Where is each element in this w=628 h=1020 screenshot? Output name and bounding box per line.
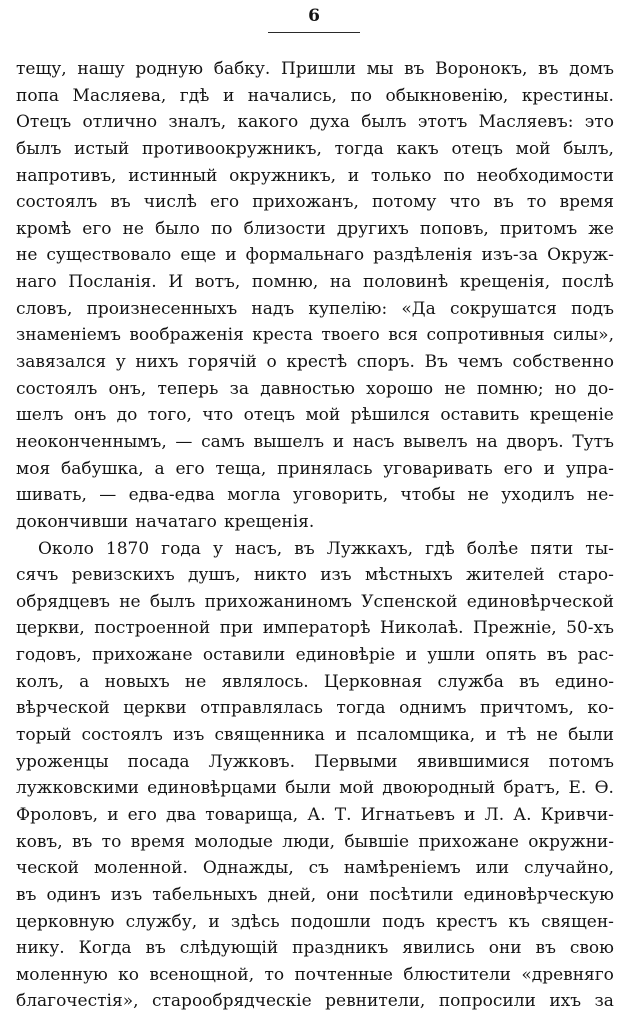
body-text [16, 56, 614, 1015]
text-line: уроженцы посада Лужковъ. Первыми явившимися потомъ [16, 751, 614, 772]
text-line: шивать, — едва-едва могла уговорить, чтобы не уходилъ не- [16, 485, 614, 506]
text-line: благочестія», старообрядческіе ревнители, попросили ихъ за [16, 991, 614, 1012]
text-line: обрядцевъ не былъ прихожаниномъ Успенской единовѣрческой [16, 591, 614, 612]
text-line: Отецъ отлично зналъ, какого духа былъ этотъ Масляевъ: это [16, 112, 614, 133]
text-line: ческой моленной. Однажды, съ намѣреніемъ или случайно, [16, 858, 614, 879]
text-line: сячъ ревизскихъ душъ, никто изъ мѣстныхъ жителей старо- [16, 565, 614, 586]
text-line: моя бабушка, а его теща, принялась уговаривать его и упра- [16, 458, 614, 479]
text-line: докончивши начатаго крещенія. [16, 511, 315, 532]
text-line: нику. Когда въ слѣдующій праздникъ явились они въ свою [16, 938, 614, 959]
text-line: вѣрческой церкви отправлялась тогда однимъ причтомъ, ко- [16, 698, 614, 719]
paragraph [16, 56, 614, 536]
text-line: состоялъ онъ, теперь за давностью хорошо не помню; но до- [16, 378, 614, 399]
text-line: завязался у нихъ горячій о крестѣ споръ. Въ чемъ собственно [16, 352, 614, 373]
text-line: шелъ онъ до того, что отецъ мой рѣшился оставить крещеніе [16, 405, 614, 426]
text-line: годовъ, прихожане оставили единовѣріе и ушли опять въ рас- [16, 645, 614, 666]
text-line: знаменіемъ воображенія креста твоего вся сопротивныя силы», [16, 325, 614, 346]
text-line: торый состоялъ изъ священника и псаломщика, и тѣ не были [16, 725, 614, 746]
text-line: неоконченнымъ, — самъ вышелъ и насъ вывелъ на дворъ. Тутъ [16, 431, 614, 452]
text-line: напротивъ, истинный окружникъ, и только по необходимости [16, 165, 614, 186]
text-line: ковъ, въ то время молодые люди, бывшіе прихожане окружни- [16, 831, 614, 852]
text-line: кромѣ его не было по близости другихъ поповъ, притомъ же [16, 218, 614, 239]
text-line: наго Посланія. И вотъ, помню, на половинѣ крещенія, послѣ [16, 272, 614, 293]
text-line: не существовало еще и формальнаго раздѣленія изъ-за Окруж- [16, 245, 614, 266]
text-line: былъ истый противоокружникъ, тогда какъ отецъ мой былъ, [16, 138, 614, 159]
text-line: колъ, а новыхъ не являлось. Церковная служба въ едино- [16, 671, 614, 692]
text-line: церковную службу, и здѣсь подошли подъ крестъ къ священ- [16, 911, 614, 932]
paragraph [16, 536, 614, 1016]
text-line: Около 1870 года у насъ, въ Лужкахъ, гдѣ болѣе пяти ты- [38, 538, 614, 559]
text-line: въ одинъ изъ табельныхъ дней, они посѣтили единовѣрческую [16, 884, 614, 905]
text-line: тещу, нашу родную бабку. Пришли мы въ Воронокъ, въ домъ [16, 59, 614, 79]
text-line: моленную ко всенощной, то почтенные блюстители «древняго [16, 964, 614, 985]
header-rule [268, 32, 360, 33]
page-number: 6 [308, 6, 320, 26]
text-line: словъ, произнесенныхъ надъ купелію: «Да сокрушатся подъ [16, 298, 614, 319]
text-line: церкви, построенной при императорѣ Николаѣ. Прежніе, 50-хъ [16, 618, 614, 639]
text-line: попа Масляева, гдѣ и начались, по обыкновенію, крестины. [16, 85, 614, 106]
text-line: Фроловъ, и его два товарища, А. Т. Игнатьевъ и Л. А. Кривчи- [16, 804, 614, 825]
text-line: состоялъ въ числѣ его прихожанъ, потому что въ то время [16, 192, 614, 213]
text-line: лужковскими единовѣрцами были мой двоюродный братъ, Е. Ѳ. [16, 778, 614, 799]
